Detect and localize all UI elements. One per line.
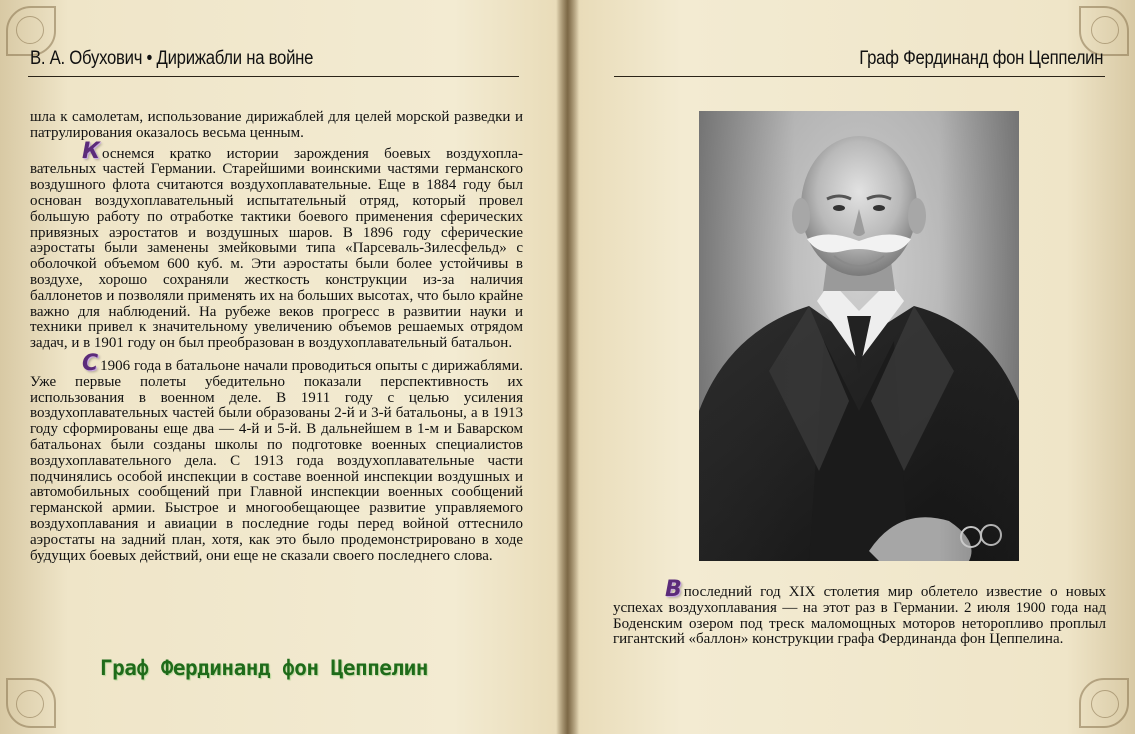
right-body-text [613, 577, 1106, 648]
portrait-photo [699, 111, 1019, 561]
left-header-rule [28, 76, 519, 77]
left-body-text [30, 110, 523, 564]
paragraph-text: 1906 года в батальоне начали проводиться опыты с дирижаблями. Уже первые полеты убедительно показали перспективность их использования в военном деле. В 1911 году с целью усиления воздухоплавательных частей были образованы 2-й и 3-й батальоны, а в 1913 году сформированы еще два — 4-й и 5-й. В дальнейшем в 1-м и Баварском батальонах были созданы школы по подготовке военных специалистов воздухоплавательного дела. С 1913 года воздухоплавательные части подчинялись особой инспекции в составе военной инспекции воздушных и автомобильных сообщений при Главной инспекции военных сообщений германской армии. Быстрое и многообещающее развитие управляемого воздухоплавания и авиации в последние годы перед войной оттеснило аэростаты на задний план, хотя, как это было продемонстрировано в ходе будущих боевых действий, они еще не сказали своего последнего слова. [30, 357, 523, 564]
left-page [0, 0, 567, 734]
left-header: В. А. Обухович • Дирижабли на войне [30, 48, 314, 69]
paragraph [613, 577, 1106, 648]
paragraph-text: оснемся кратко истории зарождения боевых воздухоплавательных частей Германии. Старейшими воинскими частями германского воздушного флота считаются воздухоплавательные. Еще в 1884 году был основан воздухоплавательный испытательный отряд, который провел большую работу по отработке тактики боевого применения сферических привязных аэростатов и воздушных шаров. В 1896 году сферические аэростаты были заменены змейковыми типа «Парсеваль-Зилесфельд» с оболочкой объемом 600 куб. м. Эти аэростаты были более устойчивы в воздухе, хорошо сохраняли жесткость конструкции из-за наличия баллонетов и позволяли применять их на больших высотах, что было крайне важно для наблюдений. На рубеже веков прогресс в развитии науки и техники привел к значительному увеличению объемов решаемых отрядом задач, и в 1901 году он был преобразован в воздухоплавательный батальон. [30, 145, 523, 352]
right-header: Граф Фердинанд фон Цеппелин [859, 48, 1103, 69]
dropcap: К [82, 138, 100, 164]
ornament-corner-bottom-right [1079, 678, 1129, 728]
dropcap: В [665, 577, 682, 602]
paragraph [30, 110, 523, 142]
dropcap: С [82, 350, 99, 376]
paragraph [30, 350, 523, 564]
paragraph [30, 138, 523, 352]
ornament-corner-bottom-left [6, 678, 56, 728]
right-header-rule [614, 76, 1105, 77]
paragraph-text: последний год XIX столетия мир облетело известие о новых успехах воздухоплавания — на этот раз в Германии. 2 июля 1900 года над Боденским озером под треск маломощных моторов неторопливо проплыл гигантский «баллон» конструкции графа Фердинанда фон Цеппелина. [613, 584, 1106, 648]
section-title: Граф Фердинанд фон Цеппелин [100, 656, 428, 680]
paragraph-text: шла к самолетам, использование дирижаблей для целей морской разведки и патрулирования оказалось весьма ценным. [30, 109, 523, 141]
